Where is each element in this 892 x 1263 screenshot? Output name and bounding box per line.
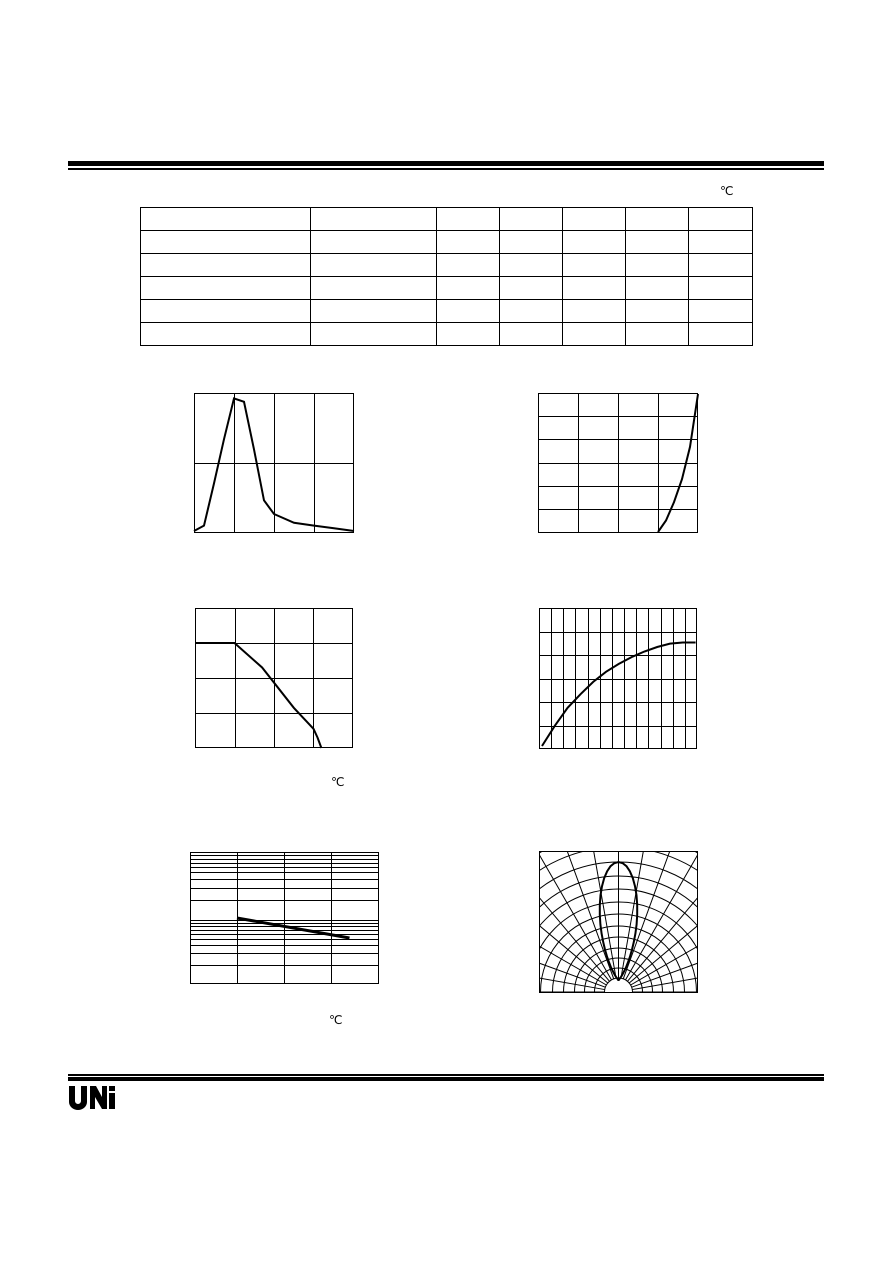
footer-rule-thick: [68, 1077, 824, 1081]
chart-gridlines: [538, 393, 698, 533]
table-cell: [500, 231, 563, 254]
table-cell: [626, 208, 689, 231]
table-cell: [141, 323, 311, 346]
table-cell: [500, 300, 563, 323]
table-cell: [563, 231, 626, 254]
table-cell: [311, 323, 437, 346]
table-cell: [563, 323, 626, 346]
table-cell: [500, 277, 563, 300]
table-cell: [500, 208, 563, 231]
table-cell: [437, 277, 500, 300]
table-cell: [141, 300, 311, 323]
header-rule-thin: [68, 168, 824, 170]
header-rule-thick: [68, 161, 824, 166]
table-cell: [563, 208, 626, 231]
chart-polar-svg: [539, 851, 698, 993]
table-cell: [689, 277, 753, 300]
derating-temp-unit: ℃: [331, 775, 345, 789]
table-cell: [689, 323, 753, 346]
table-cell: [500, 254, 563, 277]
chart-derating-svg: [195, 608, 353, 748]
table-cell: [437, 208, 500, 231]
table-cell: [141, 254, 311, 277]
chart-temperature-log: [190, 852, 379, 984]
table-row: [141, 254, 753, 277]
temperature-unit: ℃: [329, 1013, 343, 1027]
chart-intensity-svg: [539, 608, 697, 749]
chart-spectral-distribution: [194, 393, 354, 533]
table-cell: [311, 231, 437, 254]
table-cell: [141, 231, 311, 254]
table-cell: [563, 277, 626, 300]
chart-forward-svg: [538, 393, 698, 533]
table-cell: [311, 254, 437, 277]
derating-curve: [195, 643, 321, 748]
chart-spectral-svg: [194, 393, 354, 533]
table-row: [141, 323, 753, 346]
intensity-curve: [542, 643, 696, 747]
table-cell: [689, 231, 753, 254]
chart-forward-current: [538, 393, 698, 533]
table-cell: [437, 254, 500, 277]
table-cell: [626, 323, 689, 346]
chart-temperature-svg: [190, 852, 379, 984]
table-cell: [563, 254, 626, 277]
table-row: [141, 231, 753, 254]
table-cell: [563, 300, 626, 323]
table-cell: [626, 254, 689, 277]
table-cell: [311, 277, 437, 300]
table-cell: [689, 300, 753, 323]
table-cell: [626, 300, 689, 323]
table-row: [141, 277, 753, 300]
spec-table: [140, 207, 753, 346]
logo-mark: [68, 1086, 118, 1110]
table-row: [141, 208, 753, 231]
brand-logo: [68, 1086, 118, 1115]
chart-gridlines: [195, 608, 353, 748]
table-cell: [437, 323, 500, 346]
chart-radiation-pattern: [539, 851, 698, 993]
table-cell: [311, 208, 437, 231]
table-cell: [500, 323, 563, 346]
table-cell: [626, 277, 689, 300]
table-cell: [689, 254, 753, 277]
chart-gridlines: [539, 608, 697, 749]
footer-rule-thin: [68, 1074, 824, 1076]
polar-gridlines: [399, 772, 839, 1152]
table-cell: [626, 231, 689, 254]
table-cell: [141, 277, 311, 300]
chart-derating: [195, 608, 353, 748]
table-cell: [437, 231, 500, 254]
table-row: [141, 300, 753, 323]
table-cell: [311, 300, 437, 323]
table-cell: [689, 208, 753, 231]
header-unit-label: ℃: [720, 184, 734, 198]
table-cell: [437, 300, 500, 323]
chart-gridlines: [190, 852, 379, 984]
table-cell: [141, 208, 311, 231]
chart-relative-intensity: [539, 608, 697, 749]
